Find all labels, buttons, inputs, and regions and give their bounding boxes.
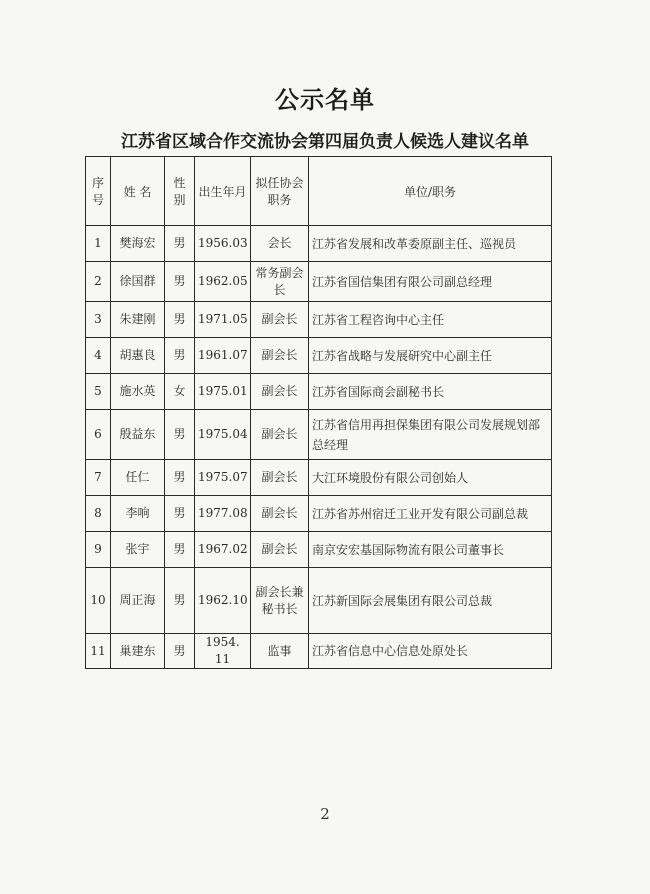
cell-seq: 7 (86, 460, 111, 496)
cell-gender: 男 (165, 302, 195, 338)
cell-name: 施水英 (111, 374, 165, 410)
cell-org: 南京安宏基国际物流有限公司董事长 (309, 532, 552, 568)
cell-org: 江苏新国际会展集团有限公司总裁 (309, 568, 552, 634)
cell-birth: 1975.07 (195, 460, 251, 496)
cell-name: 徐国群 (111, 262, 165, 302)
cell-birth: 1967.02 (195, 532, 251, 568)
header-seq: 序号 (86, 157, 111, 226)
cell-gender: 女 (165, 374, 195, 410)
cell-org: 江苏省信用再担保集团有限公司发展规划部总经理 (309, 410, 552, 460)
cell-org: 江苏省发展和改革委原副主任、巡视员 (309, 226, 552, 262)
cell-seq: 11 (86, 634, 111, 669)
cell-seq: 5 (86, 374, 111, 410)
cell-birth: 1956.03 (195, 226, 251, 262)
cell-role: 副会长 (251, 460, 309, 496)
cell-birth: 1962.05 (195, 262, 251, 302)
table-row (86, 302, 552, 338)
cell-org: 江苏省信息中心信息处原处长 (309, 634, 552, 669)
cell-org: 江苏省国信集团有限公司副总经理 (309, 262, 552, 302)
cell-role: 副会长 (251, 410, 309, 460)
table-row (86, 338, 552, 374)
cell-birth: 1975.04 (195, 410, 251, 460)
cell-gender: 男 (165, 568, 195, 634)
cell-org: 大江环境股份有限公司创始人 (309, 460, 552, 496)
cell-birth: 1977.08 (195, 496, 251, 532)
cell-role: 副会长 (251, 532, 309, 568)
cell-name: 李响 (111, 496, 165, 532)
cell-birth: 1975.01 (195, 374, 251, 410)
cell-role: 副会长 (251, 496, 309, 532)
cell-seq: 2 (86, 262, 111, 302)
cell-gender: 男 (165, 496, 195, 532)
cell-name: 樊海宏 (111, 226, 165, 262)
header-role: 拟任协会职务 (251, 157, 309, 226)
table-header-row (86, 157, 552, 226)
cell-role: 副会长 (251, 338, 309, 374)
cell-role: 副会长兼秘书长 (251, 568, 309, 634)
table-row (86, 410, 552, 460)
table-row (86, 532, 552, 568)
cell-gender: 男 (165, 226, 195, 262)
page-title: 公示名单 (275, 85, 375, 114)
cell-gender: 男 (165, 262, 195, 302)
cell-org: 江苏省战略与发展研究中心副主任 (309, 338, 552, 374)
cell-seq: 9 (86, 532, 111, 568)
table-row (86, 460, 552, 496)
cell-org: 江苏省苏州宿迁工业开发有限公司副总裁 (309, 496, 552, 532)
cell-seq: 1 (86, 226, 111, 262)
cell-birth: 1962.10 (195, 568, 251, 634)
candidate-table (85, 156, 552, 669)
cell-birth: 1954. 11 (195, 634, 251, 669)
table-row (86, 374, 552, 410)
cell-birth: 1971.05 (195, 302, 251, 338)
cell-gender: 男 (165, 460, 195, 496)
cell-seq: 3 (86, 302, 111, 338)
header-gender: 性别 (165, 157, 195, 226)
cell-gender: 男 (165, 532, 195, 568)
page-number: 2 (320, 805, 330, 823)
header-org: 单位/职务 (309, 157, 552, 226)
header-birth: 出生年月 (195, 157, 251, 226)
cell-seq: 8 (86, 496, 111, 532)
table-row (86, 634, 552, 669)
cell-gender: 男 (165, 410, 195, 460)
table-row (86, 226, 552, 262)
cell-role: 副会长 (251, 374, 309, 410)
table-row (86, 262, 552, 302)
header-name: 姓 名 (111, 157, 165, 226)
cell-name: 胡惠良 (111, 338, 165, 374)
table-row (86, 496, 552, 532)
table-row (86, 568, 552, 634)
cell-role: 常务副会长 (251, 262, 309, 302)
cell-seq: 6 (86, 410, 111, 460)
cell-role: 副会长 (251, 302, 309, 338)
cell-org: 江苏省国际商会副秘书长 (309, 374, 552, 410)
cell-birth: 1961.07 (195, 338, 251, 374)
page-subtitle: 江苏省区域合作交流协会第四届负责人候选人建议名单 (121, 132, 529, 152)
cell-name: 张宇 (111, 532, 165, 568)
cell-org: 江苏省工程咨询中心主任 (309, 302, 552, 338)
cell-gender: 男 (165, 338, 195, 374)
cell-name: 巢建东 (111, 634, 165, 669)
cell-name: 任仁 (111, 460, 165, 496)
cell-name: 殷益东 (111, 410, 165, 460)
cell-role: 会长 (251, 226, 309, 262)
cell-role: 监事 (251, 634, 309, 669)
cell-name: 朱建刚 (111, 302, 165, 338)
cell-gender: 男 (165, 634, 195, 669)
cell-seq: 10 (86, 568, 111, 634)
cell-name: 周正海 (111, 568, 165, 634)
cell-seq: 4 (86, 338, 111, 374)
